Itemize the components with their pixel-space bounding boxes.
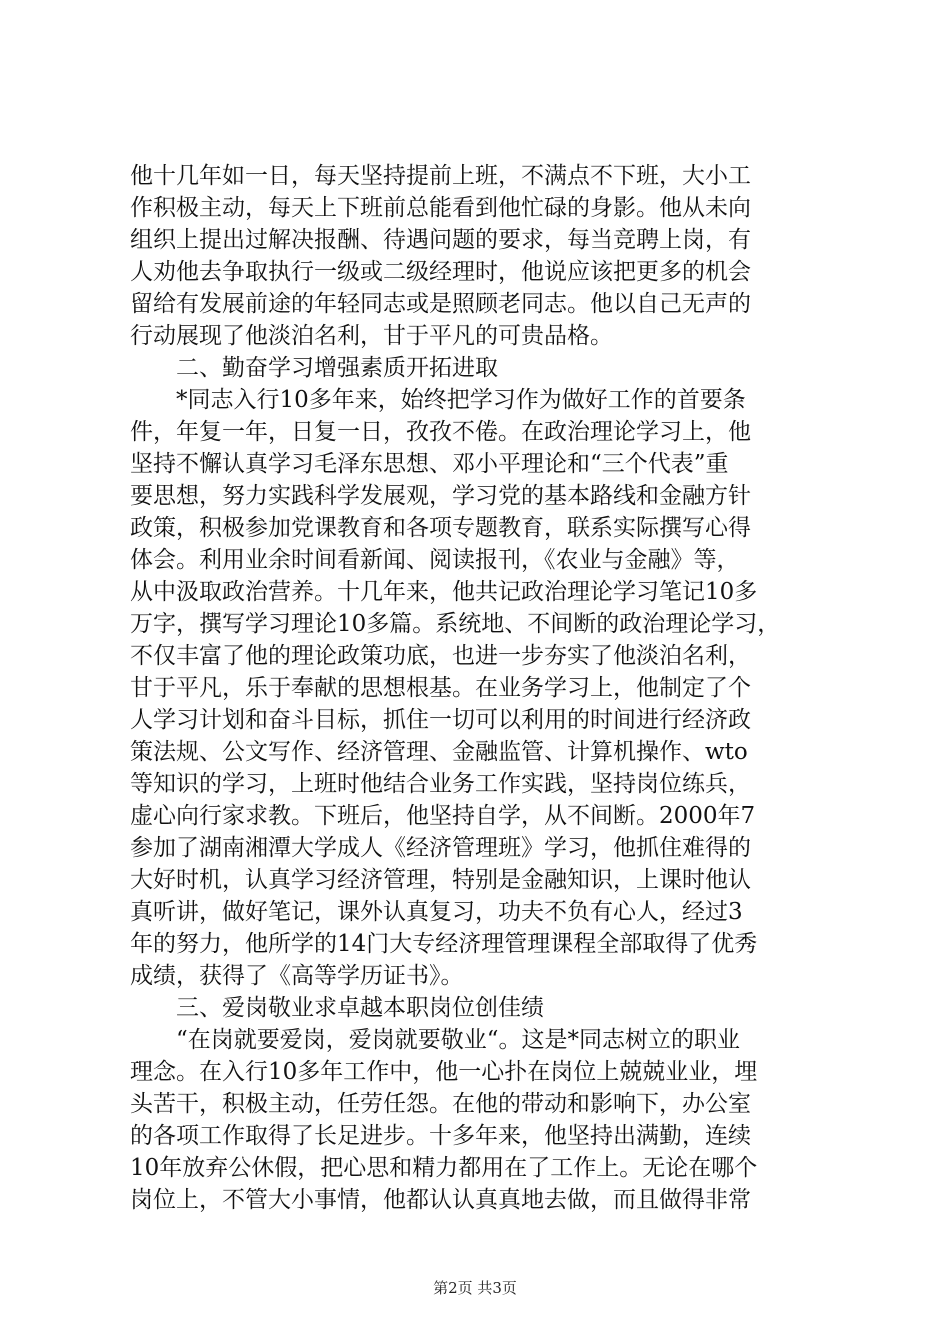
page-number-footer: 第2页 共3页 — [433, 1279, 517, 1297]
text-line: 大好时机，认真学习经济管理，特别是金融知识，上课时他认 — [130, 867, 751, 893]
body-text — [130, 160, 830, 1216]
text-line: 人学习计划和奋斗目标，抓住一切可以利用的时间进行经济政 — [130, 707, 751, 733]
text-line: 人劝他去争取执行一级或二级经理时，他说应该把更多的机会 — [130, 259, 751, 285]
text-line: 他十几年如一日，每天坚持提前上班，不满点不下班，大小工 — [130, 163, 751, 189]
text-line: 从中汲取政治营养。十几年来，他共记政治理论学习笔记10多 — [130, 579, 758, 605]
text-line: 真听讲，做好笔记，课外认真复习，功夫不负有心人，经过3 — [130, 899, 743, 925]
text-line: 不仅丰富了他的理论政策功底，也进一步夯实了他淡泊名利， — [130, 643, 751, 669]
text-line: 虚心向行家求教。下班后，他坚持自学，从不间断。2000年7 — [130, 803, 756, 829]
text-line: 头苦干，积极主动，任劳任怨。在他的带动和影响下，办公室 — [130, 1091, 751, 1117]
text-line: 万字，撰写学习理论10多篇。系统地、不间断的政治理论学习， — [130, 611, 781, 637]
text-line: 行动展现了他淡泊名利，甘于平凡的可贵品格。 — [130, 323, 613, 349]
text-line: 件，年复一年，日复一日，孜孜不倦。在政治理论学习上，他 — [130, 419, 751, 445]
text-line: 10年放弃公休假，把心思和精力都用在了工作上。无论在哪个 — [130, 1155, 758, 1181]
text-line: 体会。利用业余时间看新闻、阅读报刊，《农业与金融》等， — [130, 547, 740, 573]
text-line: 成绩，获得了《高等学历证书》。 — [130, 963, 464, 989]
text-line: 甘于平凡，乐于奉献的思想根基。在业务学习上，他制定了个 — [130, 675, 751, 701]
section-heading: 三、爱岗敬业求卓越本职岗位创佳绩 — [130, 995, 544, 1021]
text-line: 岗位上，不管大小事情，他都认认真真地去做，而且做得非常 — [130, 1187, 751, 1213]
text-line: 组织上提出过解决报酬、待遇问题的要求，每当竞聘上岗，有 — [130, 227, 751, 253]
text-line: “在岗就要爱岗，爱岗就要敬业“。这是*同志树立的职业 — [130, 1027, 741, 1053]
text-line: 年的努力，他所学的14门大专经济理管理课程全部取得了优秀 — [130, 931, 758, 957]
text-line: *同志入行10多年来，始终把学习作为做好工作的首要条 — [130, 387, 746, 413]
text-line: 留给有发展前途的年轻同志或是照顾老同志。他以自己无声的 — [130, 291, 751, 317]
text-line: 策法规、公文写作、经济管理、金融监管、计算机操作、wto — [130, 739, 748, 765]
text-line: 参加了湖南湘潭大学成人《经济管理班》学习，他抓住难得的 — [130, 835, 751, 861]
text-line: 等知识的学习，上班时他结合业务工作实践，坚持岗位练兵， — [130, 771, 751, 797]
text-line: 要思想，努力实践科学发展观，学习党的基本路线和金融方针 — [130, 483, 751, 509]
text-line: 坚持不懈认真学习毛泽东思想、邓小平理论和“三个代表”重 — [130, 451, 729, 477]
text-line: 的各项工作取得了长足进步。十多年来，他坚持出满勤，连续 — [130, 1123, 751, 1149]
text-line: 作积极主动，每天上下班前总能看到他忙碌的身影。他从未向 — [130, 195, 751, 221]
text-line: 政策，积极参加党课教育和各项专题教育，联系实际撰写心得 — [130, 515, 751, 541]
section-heading: 二、勤奋学习增强素质开拓进取 — [130, 355, 498, 381]
text-line: 理念。在入行10多年工作中，他一心扑在岗位上兢兢业业，埋 — [130, 1059, 758, 1085]
